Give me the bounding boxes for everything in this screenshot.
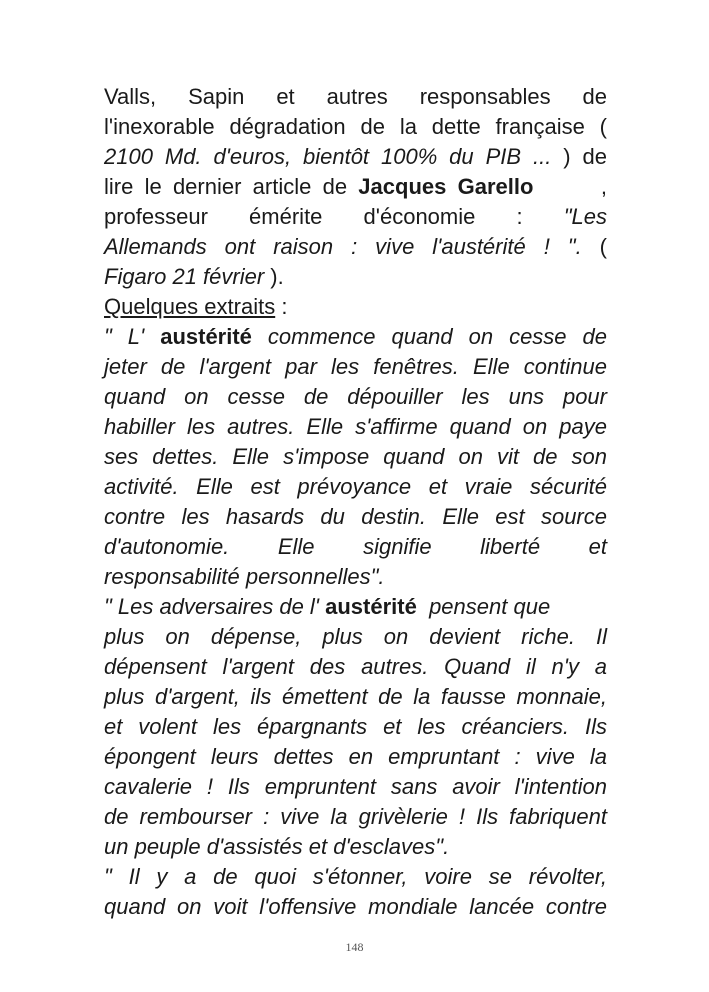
page-number: 148 (345, 940, 364, 954)
quote-text: commence quand on cesse de (251, 324, 607, 349)
keyword-austerite: austérité (325, 594, 417, 619)
quote-2-line (104, 592, 607, 622)
quote-2-line: de rembourser : vive la grivèlerie ! Ils fabriquent (104, 804, 607, 829)
extracts-heading-label: Quelques extraits (104, 294, 276, 319)
quote-2-line: un peuple d'assistés et d'esclaves". (104, 834, 450, 859)
intro-line-5 (104, 202, 607, 232)
intro-line-7 (104, 262, 607, 292)
quote-2-line: plus on dépense, plus on devient riche. Il (104, 624, 607, 649)
intro-line-6 (104, 232, 607, 262)
quote-1 (104, 322, 607, 592)
quote-3 (104, 862, 607, 922)
intro-text: Valls, Sapin et autres responsables de (104, 84, 607, 109)
article-source: Figaro 21 février (104, 264, 265, 289)
quote-3-line: quand on voit l'offensive mondiale lancée contre (104, 894, 607, 919)
quote-2-line: cavalerie ! Ils empruntent sans avoir l'intention (104, 774, 607, 799)
intro-text: l'inexorable dégradation de la dette française ( (104, 114, 607, 139)
intro-line-3 (104, 142, 607, 172)
quote-2-line: dépensent l'argent des autres. Quand il n'y a (104, 654, 607, 679)
intro-line-4 (104, 172, 607, 202)
intro-text: , (600, 174, 607, 199)
intro-line-1 (104, 82, 607, 112)
page-body (104, 82, 607, 922)
quote-1-line: activité. Elle est prévoyance et vraie sécurité (104, 474, 607, 499)
quote-text: " Les adversaires de l' (104, 594, 326, 619)
quote-3-line: " Il y a de quoi s'étonner, voire se révolter, (104, 864, 607, 889)
quote-1-line: jeter de l'argent par les fenêtres. Elle continue (104, 354, 607, 379)
keyword-austerite: austérité (160, 324, 252, 349)
article-title: "Les (563, 204, 607, 229)
quote-2-line: et volent les épargnants et les créanciers. Ils (104, 714, 607, 739)
intro-text: ). (264, 264, 284, 289)
quote-1-line: d'autonomie. Elle signifie liberté et (104, 534, 607, 559)
quote-1-line: contre les hasards du destin. Elle est source (104, 504, 607, 529)
quote-text: " L' (104, 324, 161, 349)
intro-line-2 (104, 112, 607, 142)
article-title: Allemands ont raison : vive l'austérité ! ". (104, 234, 582, 259)
extracts-heading (104, 292, 607, 322)
quote-1-line (104, 322, 607, 352)
intro-text: professeur émérite d'économie : (104, 204, 564, 229)
intro-text: ) de (563, 144, 607, 169)
quote-text: pensent que (416, 594, 551, 619)
debt-figure: 2100 Md. d'euros, bientôt 100% du PIB ... (104, 144, 564, 169)
quote-2-line: plus d'argent, ils émettent de la fausse monnaie, (104, 684, 607, 709)
quote-1-line: responsabilité personnelles". (104, 564, 385, 589)
extracts-heading-suffix: : (275, 294, 288, 319)
quote-1-line: quand on cesse de dépouiller les uns pour (104, 384, 607, 409)
quote-2 (104, 592, 607, 862)
quote-1-line: ses dettes. Elle s'impose quand on vit de son (104, 444, 607, 469)
quote-2-line: épongent leurs dettes en empruntant : vive la (104, 744, 607, 769)
intro-text: ( (581, 234, 607, 259)
author-name: Jacques Garello (358, 174, 534, 199)
quote-1-line: habiller les autres. Elle s'affirme quand on paye (104, 414, 607, 439)
intro-text: lire le dernier article de (104, 174, 359, 199)
